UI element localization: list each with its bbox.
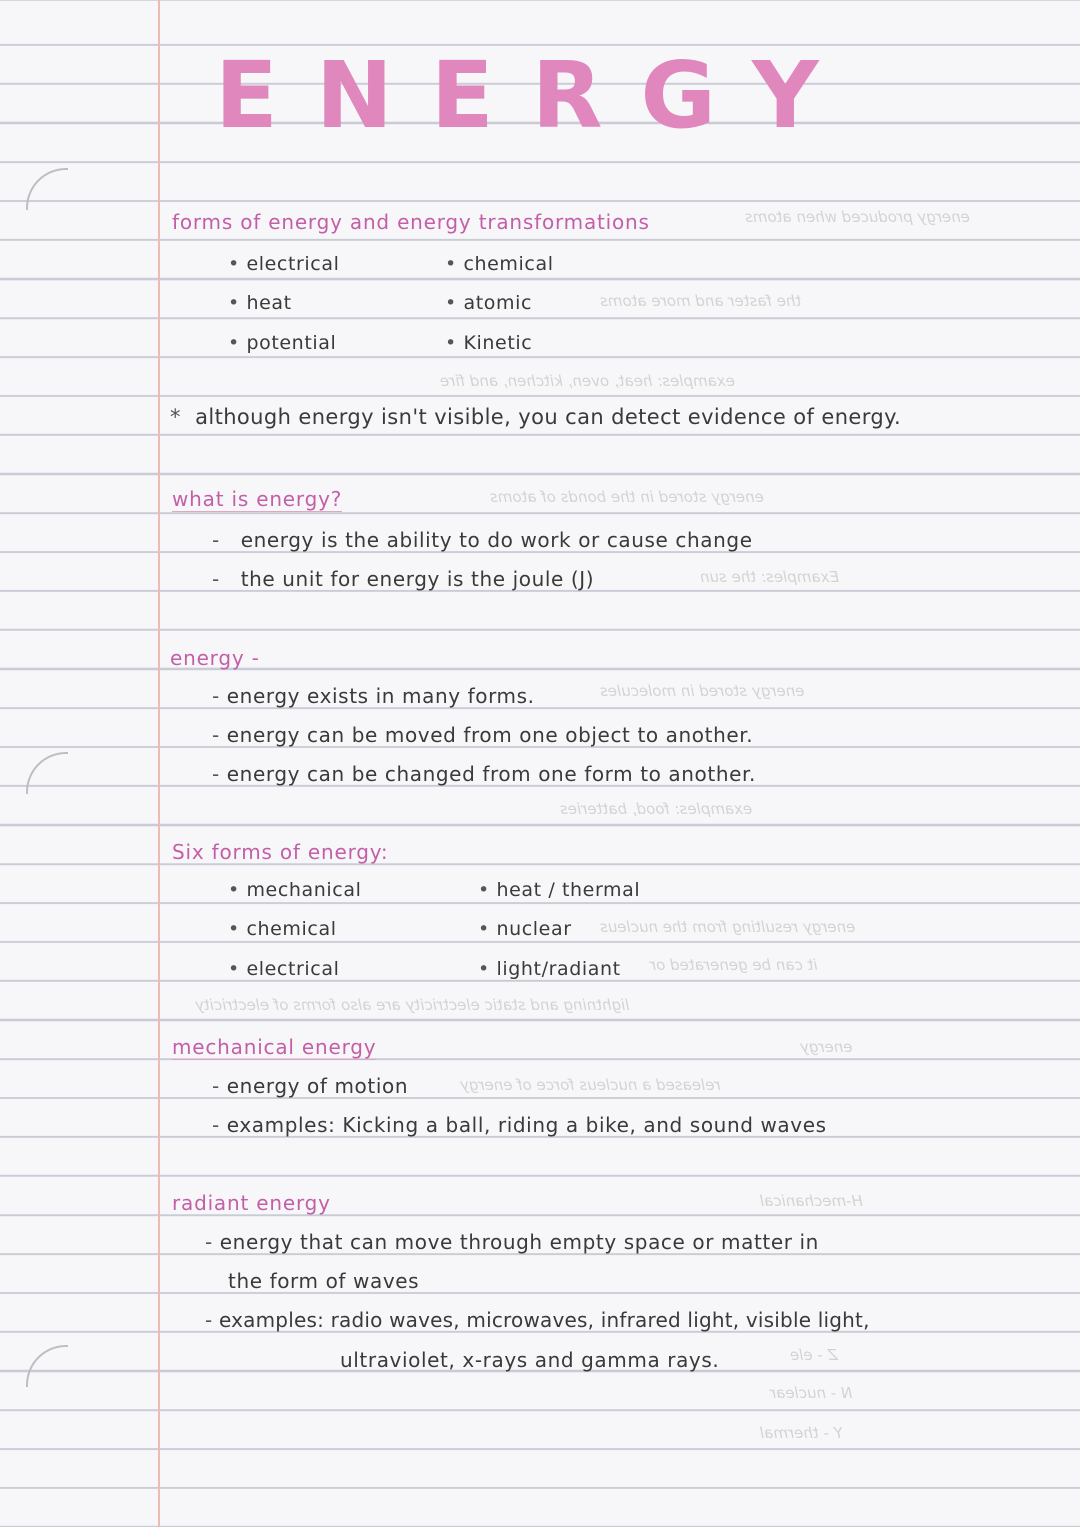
bullet-continuation: ultraviolet, x-rays and gamma rays. [340, 1348, 720, 1372]
six-form-item: • nuclear [478, 918, 572, 940]
bleed-text: the faster and more atoms [600, 292, 802, 310]
bleed-text: it can be generated or [650, 956, 818, 974]
punch-hole [26, 168, 68, 210]
form-item: • chemical [445, 253, 554, 275]
six-form-item: • electrical [228, 958, 340, 980]
mechanical-heading: mechanical energy [172, 1035, 377, 1059]
page-title: ENERGY [215, 42, 857, 149]
bleed-text: examples: food, batteries [560, 800, 753, 818]
margin-line [158, 0, 160, 1527]
bleed-text: N - nuclear [770, 1384, 853, 1402]
energy-heading: energy - [170, 646, 260, 670]
form-item: • electrical [228, 253, 340, 275]
form-item: • potential [228, 332, 337, 354]
bleed-text: energy resulting from the nucleus [600, 918, 856, 936]
bleed-text: released a nucleus force of energy [460, 1076, 721, 1094]
form-item: • heat [228, 292, 292, 314]
bleed-text: energy [800, 1038, 853, 1056]
bullet-line: - examples: radio waves, microwaves, infrared light, visible light, [205, 1308, 870, 1332]
bleed-text: lightning and static electricity are also forms of electricity [195, 996, 630, 1014]
bleed-text: energy stored in molecules [600, 682, 805, 700]
bullet-line: - energy of motion [212, 1074, 409, 1098]
six-form-item: • mechanical [228, 879, 362, 901]
bullet-line: - energy can be moved from one object to another. [212, 723, 754, 747]
bullet-line: - examples: Kicking a ball, riding a bike, and sound waves [212, 1113, 827, 1137]
form-item: • atomic [445, 292, 533, 314]
bullet-continuation: the form of waves [228, 1269, 420, 1293]
bullet-line: - energy can be changed from one form to another. [212, 762, 756, 786]
bullet-line: - energy exists in many forms. [212, 684, 535, 708]
punch-hole [26, 1345, 68, 1387]
what-is-energy-heading: what is energy? [172, 487, 343, 511]
bullet-line: - energy that can move through empty space or matter in [205, 1230, 819, 1254]
forms-heading: forms of energy and energy transformations [172, 210, 650, 234]
bleed-text: energy produced when atoms [745, 208, 970, 226]
six-form-item: • heat / thermal [478, 879, 641, 901]
bleed-text: Z - ele [790, 1346, 838, 1364]
bleed-text: examples: heat, oven, kitchen, and fire [440, 372, 735, 390]
bullet-line: - energy is the ability to do work or cause change [212, 528, 753, 552]
six-form-item: • chemical [228, 918, 337, 940]
bleed-text: Y - thermal [760, 1424, 843, 1442]
form-item: • Kinetic [445, 332, 533, 354]
evidence-note: * although energy isn't visible, you can detect evidence of energy. [170, 405, 902, 429]
bleed-text: Examples: the sun [700, 568, 839, 586]
bleed-text: energy stored in the bonds of atoms [490, 488, 764, 506]
six-form-item: • light/radiant [478, 958, 621, 980]
punch-hole [26, 752, 68, 794]
bullet-line: - the unit for energy is the joule (J) [212, 567, 595, 591]
bleed-text: H-mechanical [760, 1192, 863, 1210]
six-forms-heading: Six forms of energy: [172, 840, 389, 864]
radiant-heading: radiant energy [172, 1191, 331, 1215]
